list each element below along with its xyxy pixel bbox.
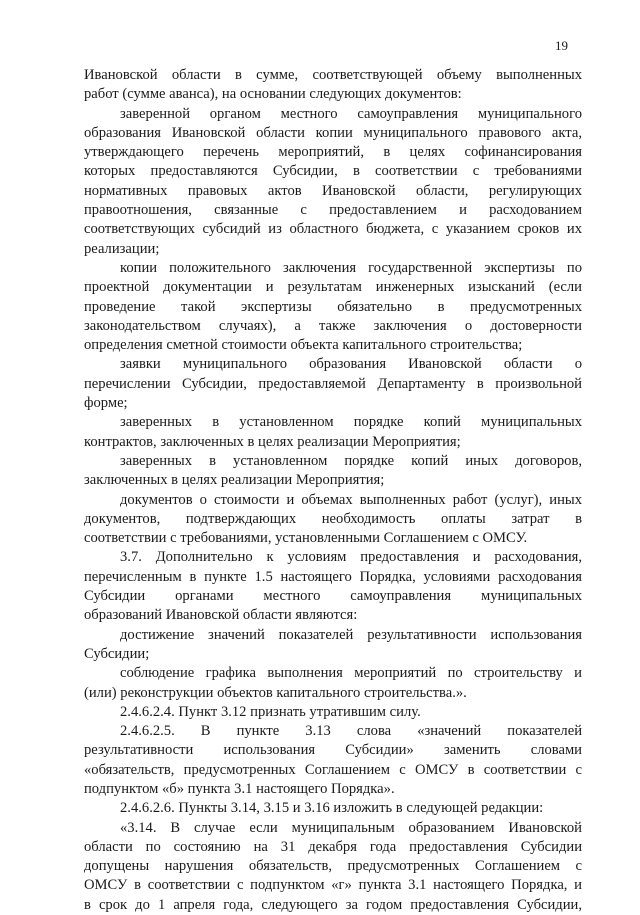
text-line: в срок до 1 апреля года, следующего за годом предоставления Субсидии, (84, 896, 582, 913)
text-line: правоотношения, связанные с предоставлением и расходованием (84, 202, 582, 219)
text-line: Ивановской области в сумме, соответствующей объему выполненных (84, 67, 582, 83)
text-line: определения сметной стоимости объекта капитального строительства; (84, 337, 523, 354)
text-line: утверждающего перечень мероприятий, в целях софинансирования (84, 144, 582, 161)
text-line: документов, подтверждающих необходимость оплаты затрат в (84, 510, 582, 527)
text-line: результативности использования Субсидии» заменить словами (84, 742, 582, 759)
text-line: контрактов, заключенных в целях реализации Мероприятия; (84, 433, 461, 450)
text-line: допущены нарушения обязательств, предусмотренных Соглашением с (84, 858, 582, 875)
text-line: перечислении Субсидии, предоставляемой Департаменту в произвольной (84, 375, 582, 392)
text-line: проектной документации и результатам инженерных изысканий (если (84, 279, 582, 296)
text-line: которых предоставляются Субсидии, в соответствии с требованиями (84, 163, 582, 180)
text-line: соответствующих субсидий из областного бюджета, с указанием сроков их (84, 221, 582, 238)
text-line: «3.14. В случае если муниципальным образованием Ивановской (120, 819, 582, 836)
text-line: образования Ивановской области копии муниципального правового акта, (84, 124, 582, 141)
text-line: форме; (84, 395, 128, 412)
text-line: образований Ивановской области являются: (84, 607, 358, 624)
text-line: подпунктом «б» пункта 3.1 настоящего Порядка». (84, 780, 395, 797)
text-line: документов о стоимости и объемах выполненных работ (услуг), иных (120, 491, 582, 508)
text-line: заверенной органом местного самоуправления муниципального (120, 105, 582, 122)
text-line: «обязательств, предусмотренных Соглашением с ОМСУ в соответствии с (84, 761, 582, 778)
text-line: реализации; (84, 240, 160, 257)
text-line: копии положительного заключения государственной экспертизы по (120, 259, 582, 276)
document-body (84, 66, 582, 915)
text-line: Субсидии; (84, 645, 150, 662)
text-line: заверенных в установленном порядке копий иных договоров, (120, 452, 582, 469)
text-line: работ (сумме аванса), на основании следующих документов: (84, 86, 462, 103)
text-line: 2.4.6.2.5. В пункте 3.13 слова «значений показателей (120, 723, 582, 740)
text-line: Субсидии органами местного самоуправления муниципальных (84, 588, 582, 605)
text-line: 3.7. Дополнительно к условиям предоставления и расходования, (120, 549, 582, 566)
text-line: заявки муниципального образования Ивановской области о (120, 356, 582, 373)
text-line: 2.4.6.2.4. Пункт 3.12 признать утратившим силу. (120, 703, 421, 720)
text-line: соблюдение графика выполнения мероприятий по строительству и (120, 665, 582, 682)
text-line: области по состоянию на 31 декабря года предоставления Субсидии (84, 838, 582, 855)
text-line: заверенных в установленном порядке копий муниципальных (120, 414, 582, 431)
text-line: законодательством случаях), а также заключения о достоверности (84, 317, 582, 334)
text-line: нормативных правовых актов Ивановской области, регулирующих (84, 182, 582, 199)
text-line: достижение значений показателей результативности использования (120, 626, 582, 643)
text-line: перечисленным в пункте 1.5 настоящего Порядка, условиями расходования (84, 568, 582, 585)
text-line: ОМСУ в соответствии с подпунктом «г» пункта 3.1 настоящего Порядка, и (84, 877, 582, 894)
text-line: проведение такой экспертизы обязательно в предусмотренных (84, 298, 582, 315)
text-line: заключенных в целях реализации Мероприятия; (84, 472, 385, 489)
page-number: 19 (555, 38, 568, 53)
text-line: 2.4.6.2.6. Пункты 3.14, 3.15 и 3.16 изложить в следующей редакции: (120, 800, 544, 817)
text-line: соответствии с требованиями, установленными Соглашением с ОМСУ. (84, 530, 528, 547)
text-line: (или) реконструкции объектов капитального строительства.». (84, 684, 467, 701)
